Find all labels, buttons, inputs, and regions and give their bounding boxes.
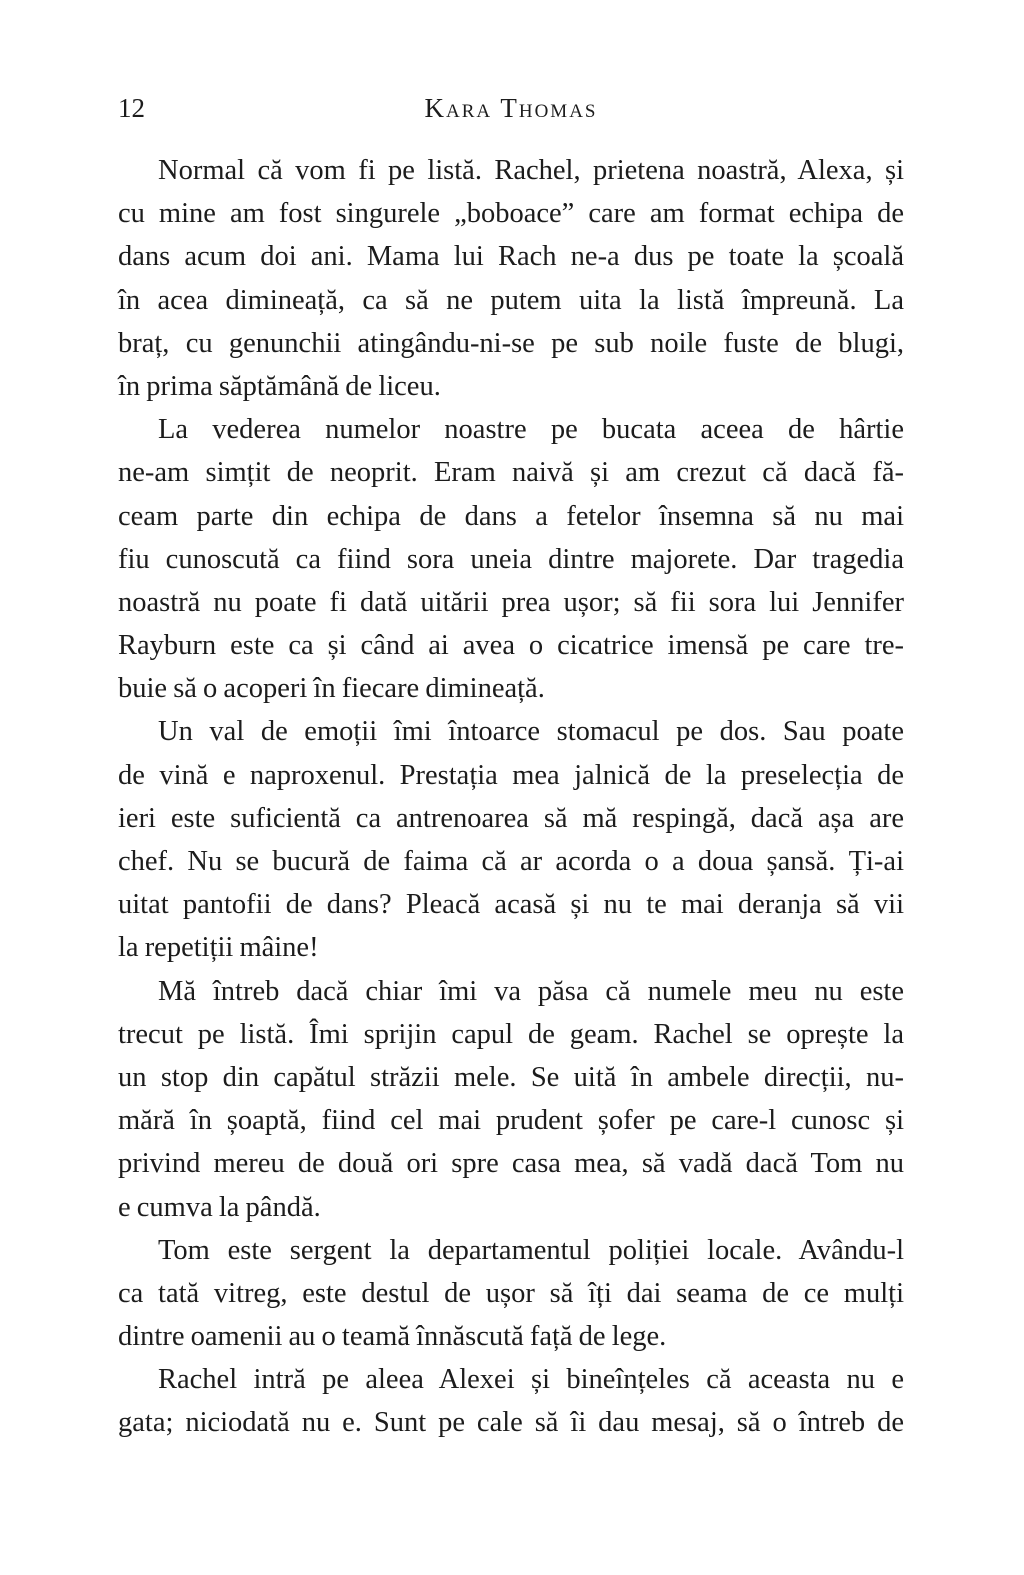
text-line: în acea dimineață, ca să ne putem uita la listă împreună. La bbox=[118, 284, 904, 316]
running-title: Kara Thomas bbox=[424, 93, 598, 123]
text-line: Tom este sergent la departamentul poliției locale. Avându-l bbox=[158, 1234, 904, 1266]
text-line: braț, cu genunchii atingându-ni-se pe sub noile fuste de blugi, bbox=[118, 327, 904, 359]
text-line: La vederea numelor noastre pe bucata aceea de hârtie bbox=[158, 414, 904, 446]
text-line: fiu cunoscută ca fiind sora uneia dintre majorete. Dar tragedia bbox=[118, 543, 904, 575]
paragraph bbox=[118, 149, 904, 408]
paragraph bbox=[118, 970, 904, 1229]
text-line: Rachel intră pe aleea Alexei și bineînțeles că aceasta nu e bbox=[158, 1364, 904, 1396]
text-line: gata; niciodată nu e. Sunt pe cale să îi dau mesaj, să o întreb de bbox=[118, 1407, 904, 1439]
running-head bbox=[118, 88, 904, 128]
text-line: noastră nu poate fi dată uitării prea ușor; să fii sora lui Jennifer bbox=[118, 586, 904, 618]
paragraph bbox=[118, 710, 904, 969]
text-line: Rayburn este ca și când ai avea o cicatrice imensă pe care tre- bbox=[118, 630, 904, 662]
text-line: ne-am simțit de neoprit. Eram naivă și am crezut că dacă fă- bbox=[118, 457, 904, 489]
text-line: ieri este suficientă ca antrenoarea să mă respingă, dacă așa are bbox=[118, 802, 904, 834]
text-line: chef. Nu se bucură de faima că ar acorda o a doua șansă. Ți-ai bbox=[118, 846, 904, 877]
text-line: buie să o acoperi în fiecare dimineață. bbox=[118, 673, 545, 705]
text-line: dans acum doi ani. Mama lui Rach ne-a dus pe toate la școală bbox=[118, 241, 904, 273]
text-line: în prima săptămână de liceu. bbox=[118, 370, 441, 402]
text-line: cu mine am fost singurele „boboace” care am format echipa de bbox=[118, 198, 904, 230]
text-line: Normal că vom fi pe listă. Rachel, prietena noastră, Alexa, și bbox=[158, 155, 904, 186]
body-text bbox=[118, 149, 904, 1445]
text-line: ca tată vitreg, este destul de ușor să îți dai seama de ce mulți bbox=[118, 1277, 904, 1309]
paragraph bbox=[118, 408, 904, 710]
text-line: Un val de emoții îmi întoarce stomacul pe dos. Sau poate bbox=[158, 716, 904, 748]
paragraph bbox=[118, 1229, 904, 1359]
text-line: un stop din capătul străzii mele. Se uită în ambele direcții, nu- bbox=[118, 1061, 904, 1093]
page-number: 12 bbox=[118, 93, 145, 123]
paragraph bbox=[118, 1358, 904, 1444]
text-line: de vină e naproxenul. Prestația mea jalnică de la preselecția de bbox=[118, 759, 904, 791]
text-line: uitat pantofii de dans? Pleacă acasă și nu te mai deranja să vii bbox=[118, 889, 904, 921]
text-line: privind mereu de două ori spre casa mea, să vadă dacă Tom nu bbox=[118, 1148, 904, 1180]
text-line: mără în șoaptă, fiind cel mai prudent șofer pe care-l cunosc și bbox=[118, 1105, 904, 1137]
text-line: trecut pe listă. Îmi sprijin capul de geam. Rachel se oprește la bbox=[118, 1018, 904, 1050]
text-line: la repetiții mâine! bbox=[118, 932, 319, 964]
text-line: ceam parte din echipa de dans a fetelor însemna să nu mai bbox=[118, 500, 904, 532]
text-line: Mă întreb dacă chiar îmi va păsa că numele meu nu este bbox=[158, 975, 904, 1007]
text-line: dintre oamenii au o teamă înnăscută față de lege. bbox=[118, 1321, 667, 1353]
text-line: e cumva la pândă. bbox=[118, 1191, 321, 1223]
